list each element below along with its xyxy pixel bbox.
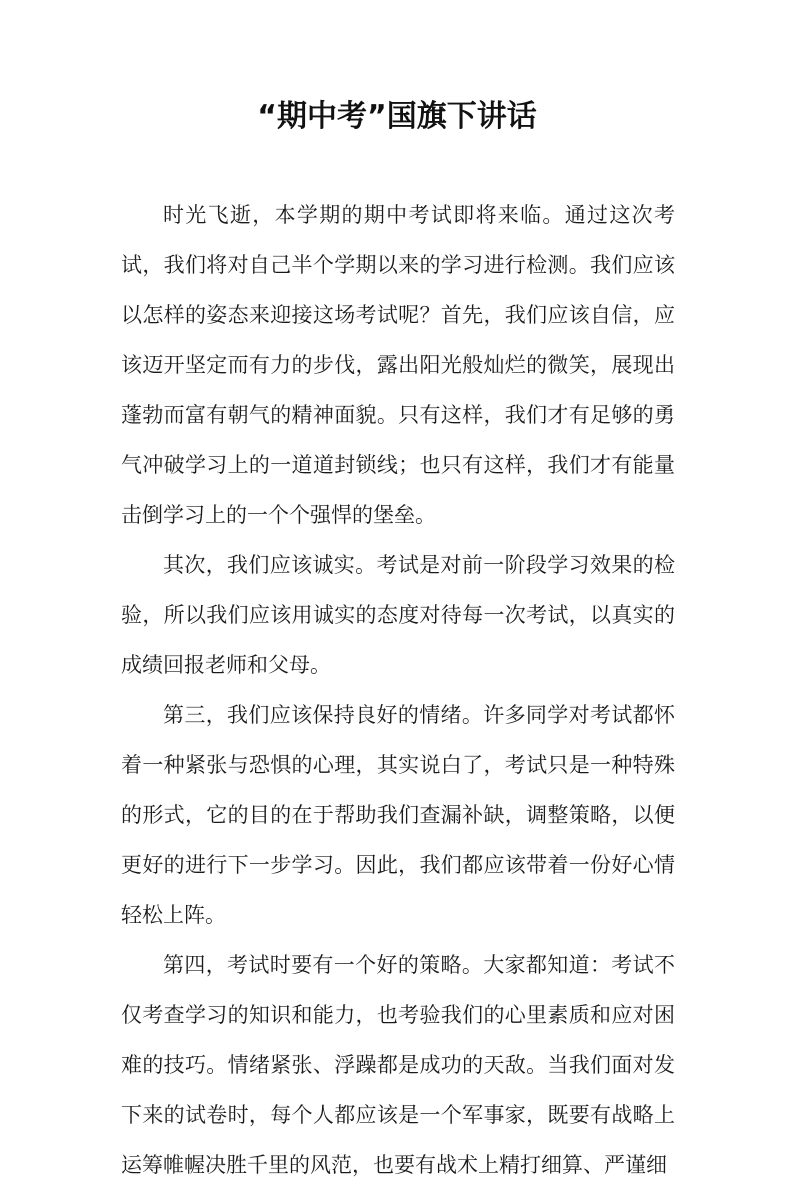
- document-title: “期中考”国旗下讲话: [257, 99, 537, 134]
- paragraph-4: 第四，考试时要有一个好的策略。大家都知道：考试不仅考查学习的知识和能力，也考验我们的心里素质和应对困难的技巧。情绪紧张、浮躁都是成功的天敌。当我们面对发下来的试卷时，每个人都应该是一个军事家，既要有战略上运筹帷幄决胜千里的风范，也要有战术上精打细算、严谨细: [121, 953, 675, 1177]
- paragraph-3: 第三，我们应该保持良好的情绪。许多同学对考试都怀着一种紧张与恐惧的心理，其实说白了，考试只是一种特殊的形式，它的目的在于帮助我们查漏补缺，调整策略，以便更好的进行下一步学习。因此，我们都应该带着一份好心情轻松上阵。: [121, 703, 675, 927]
- paragraph-2: 其次，我们应该诚实。考试是对前一阶段学习效果的检验，所以我们应该用诚实的态度对待每一次考试，以真实的成绩回报老师和父母。: [121, 553, 675, 677]
- paragraph-1: 时光飞逝，本学期的期中考试即将来临。通过这次考试，我们将对自己半个学期以来的学习进行检测。我们应该以怎样的姿态来迎接这场考试呢？首先，我们应该自信，应该迈开坚定而有力的步伐，露出阳光般灿烂的微笑，展现出蓬勃而富有朝气的精神面貌。只有这样，我们才有足够的勇气冲破学习上的一道道封锁线；也只有这样，我们才有能量击倒学习上的一个个强悍的堡垒。: [121, 203, 675, 527]
- document-body: [121, 190, 675, 1190]
